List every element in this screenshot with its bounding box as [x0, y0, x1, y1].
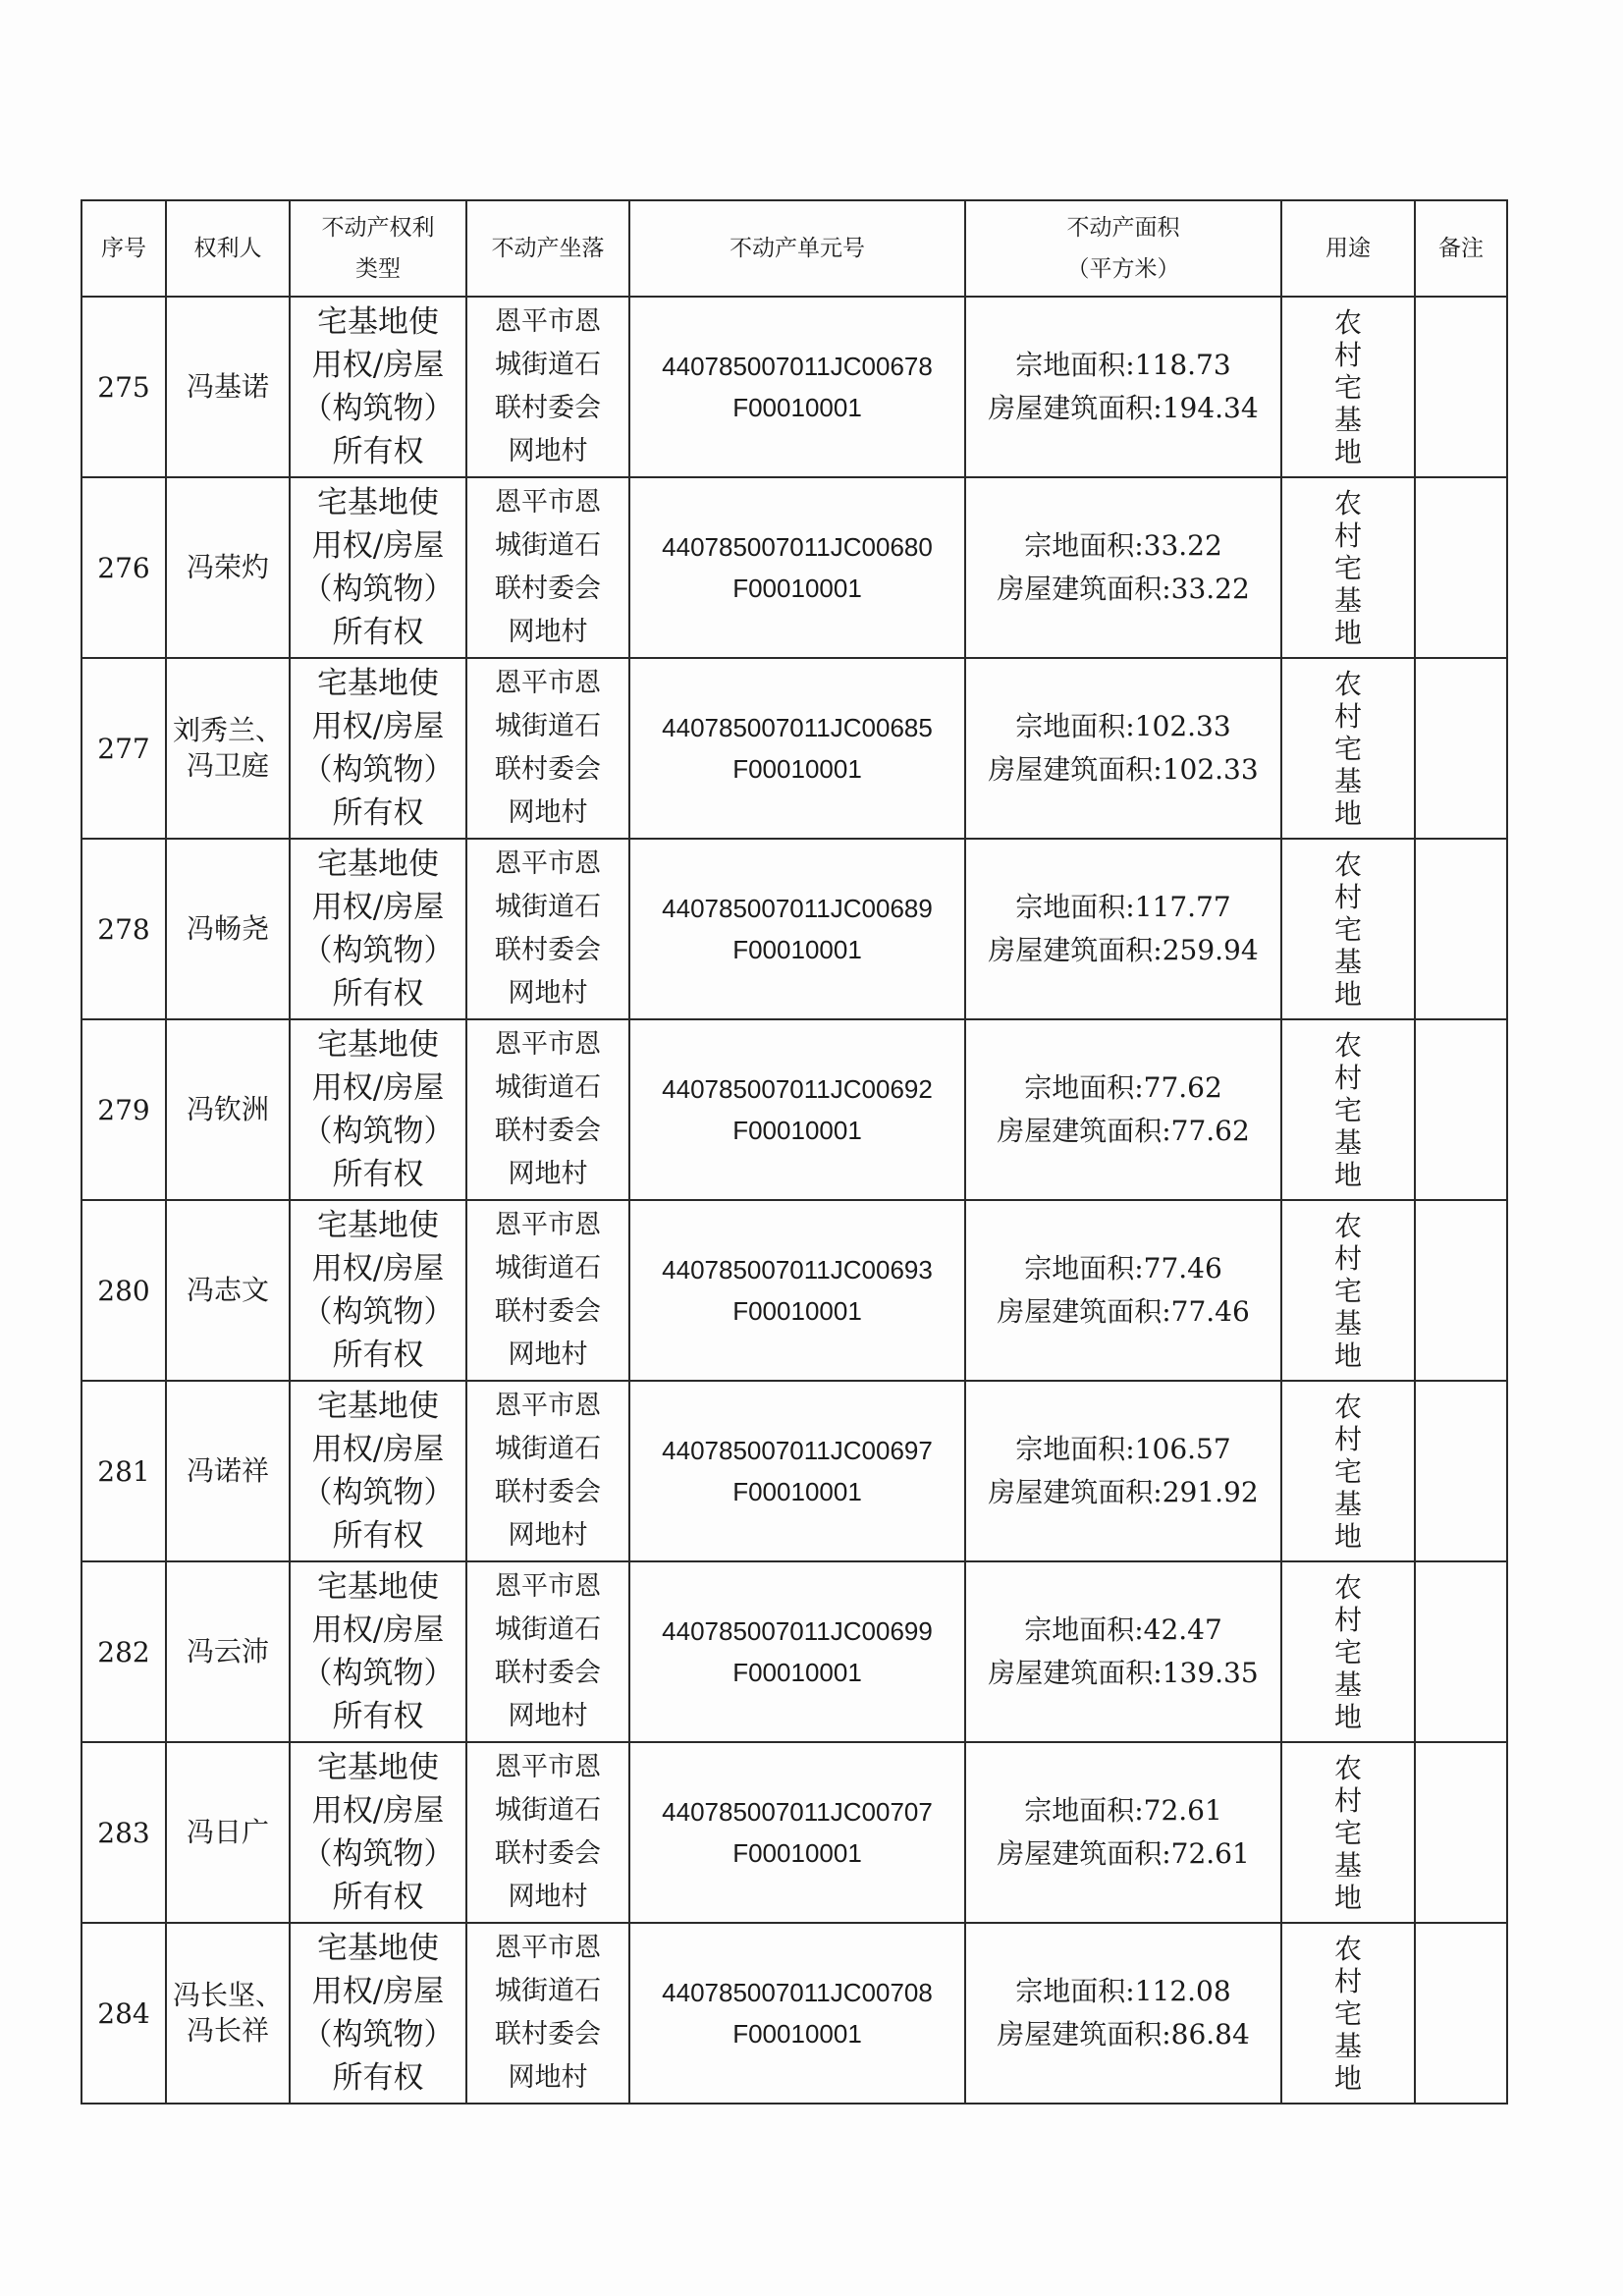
- location-line: 城街道石: [495, 1434, 601, 1464]
- location-line: 城街道石: [495, 1072, 601, 1103]
- cell-area: [965, 1923, 1281, 2104]
- right-type-line: 用权/房屋: [311, 348, 445, 383]
- right-type-line: 用权/房屋: [311, 1251, 445, 1286]
- location-line: 城街道石: [495, 1614, 601, 1645]
- right-type-line: （构筑物）: [301, 1475, 455, 1510]
- use-char: 基: [1333, 1487, 1362, 1520]
- unit-number-line: 440785007011JC00680: [662, 532, 933, 562]
- right-type-line: （构筑物）: [301, 2017, 455, 2052]
- use-char: 宅: [1333, 732, 1362, 765]
- cell-location: [466, 477, 629, 658]
- location-line: 恩平市恩: [495, 1029, 601, 1060]
- land-area: 宗地面积:102.33: [1015, 710, 1231, 742]
- use-char: 宅: [1333, 370, 1362, 404]
- cell-area: [965, 1200, 1281, 1381]
- land-area: 宗地面积:117.77: [1015, 891, 1231, 923]
- location-line: 网地村: [508, 1520, 588, 1551]
- use-char: 农: [1333, 486, 1362, 519]
- land-area: 宗地面积:77.62: [1024, 1071, 1222, 1104]
- cell-use: [1281, 1200, 1415, 1381]
- location-line: 城街道石: [495, 1976, 601, 2006]
- location-line: 城街道石: [495, 1253, 601, 1284]
- cell-location: [466, 658, 629, 839]
- location-line: 网地村: [508, 1159, 588, 1189]
- land-area: 宗地面积:118.73: [1015, 349, 1231, 381]
- cell-unit-number: [629, 1019, 965, 1200]
- right-type-line: 用权/房屋: [311, 1070, 445, 1106]
- use-char: 地: [1333, 977, 1362, 1011]
- right-type-line: 宅基地使: [317, 1208, 439, 1243]
- location-line: 恩平市恩: [495, 668, 601, 698]
- cell-holder: [166, 658, 290, 839]
- cell-use: [1281, 839, 1415, 1019]
- location-line: 联村委会: [495, 2019, 601, 2050]
- cell-unit-number: [629, 477, 965, 658]
- cell-right-type: [290, 1561, 466, 1742]
- table-row: [81, 658, 1507, 839]
- location-line: 网地村: [508, 797, 588, 828]
- unit-number-line: F00010001: [732, 1116, 862, 1145]
- cell-right-type: [290, 477, 466, 658]
- location-line: 网地村: [508, 978, 588, 1009]
- use-char: 地: [1333, 1158, 1362, 1191]
- table-row: [81, 1381, 1507, 1561]
- right-type-line: （构筑物）: [301, 1294, 455, 1330]
- land-area: 宗地面积:112.08: [1015, 1975, 1231, 2007]
- cell-location: [466, 1742, 629, 1923]
- holder-name-line: 冯诺祥: [186, 1454, 269, 1487]
- building-area: 房屋建筑面积:259.94: [988, 934, 1259, 966]
- use-char: 农: [1333, 847, 1362, 881]
- cell-right-type: [290, 1019, 466, 1200]
- cell-area: [965, 1561, 1281, 1742]
- use-char: 基: [1333, 764, 1362, 797]
- use-char: 农: [1333, 305, 1362, 339]
- location-line: 联村委会: [495, 574, 601, 604]
- cell-area: [965, 839, 1281, 1019]
- header-right-type-line2: 类型: [355, 256, 401, 282]
- unit-number-line: F00010001: [732, 2019, 862, 2049]
- land-area: 宗地面积:33.22: [1024, 529, 1222, 562]
- cell-right-type: [290, 297, 466, 477]
- cell-unit-number: [629, 658, 965, 839]
- right-type-line: 宅基地使: [317, 666, 439, 701]
- use-char: 农: [1333, 1932, 1362, 1965]
- right-type-line: 宅基地使: [317, 1750, 439, 1785]
- cell-seq: 277: [81, 658, 166, 839]
- unit-number-line: 440785007011JC00689: [662, 894, 933, 923]
- use-char: 村: [1333, 1783, 1362, 1817]
- location-line: 恩平市恩: [495, 848, 601, 879]
- right-type-line: 宅基地使: [317, 1569, 439, 1605]
- right-type-line: （构筑物）: [301, 752, 455, 788]
- cell-note: [1415, 1561, 1507, 1742]
- use-char: 基: [1333, 1125, 1362, 1159]
- cell-unit-number: [629, 839, 965, 1019]
- location-line: 恩平市恩: [495, 1752, 601, 1782]
- location-line: 网地村: [508, 2062, 588, 2093]
- land-area: 宗地面积:106.57: [1015, 1433, 1231, 1465]
- cell-use: [1281, 658, 1415, 839]
- location-line: 网地村: [508, 1701, 588, 1731]
- use-char: 宅: [1333, 912, 1362, 946]
- right-type-line: 所有权: [332, 1699, 424, 1734]
- unit-number-line: F00010001: [732, 1658, 862, 1687]
- cell-seq: 280: [81, 1200, 166, 1381]
- table-row: [81, 839, 1507, 1019]
- cell-use: [1281, 1019, 1415, 1200]
- cell-seq: 281: [81, 1381, 166, 1561]
- use-char: 村: [1333, 338, 1362, 371]
- cell-location: [466, 1200, 629, 1381]
- cell-area: [965, 297, 1281, 477]
- table-row: [81, 1019, 1507, 1200]
- use-char: 宅: [1333, 1635, 1362, 1668]
- location-line: 恩平市恩: [495, 1391, 601, 1421]
- unit-number-line: 440785007011JC00678: [662, 352, 933, 381]
- building-area: 房屋建筑面积:139.35: [988, 1657, 1259, 1689]
- building-area: 房屋建筑面积:72.61: [997, 1837, 1250, 1870]
- holder-name-line: 冯钦洲: [186, 1093, 269, 1125]
- cell-unit-number: [629, 1381, 965, 1561]
- cell-unit-number: [629, 1200, 965, 1381]
- cell-area: [965, 658, 1281, 839]
- use-char: 村: [1333, 1422, 1362, 1455]
- cell-location: [466, 839, 629, 1019]
- unit-number-line: 440785007011JC00707: [662, 1797, 933, 1827]
- header-note: 备注: [1415, 200, 1507, 297]
- right-type-line: 所有权: [332, 1157, 424, 1192]
- building-area: 房屋建筑面积:291.92: [988, 1476, 1259, 1508]
- header-right-type: [290, 200, 466, 297]
- table-row: [81, 297, 1507, 477]
- right-type-line: 用权/房屋: [311, 1613, 445, 1648]
- cell-use: [1281, 1381, 1415, 1561]
- right-type-line: 宅基地使: [317, 1931, 439, 1966]
- use-char: 基: [1333, 1667, 1362, 1701]
- cell-use: [1281, 297, 1415, 477]
- cell-holder: [166, 1381, 290, 1561]
- use-char: 基: [1333, 2029, 1362, 2062]
- building-area: 房屋建筑面积:77.46: [997, 1295, 1250, 1328]
- cell-holder: [166, 1923, 290, 2104]
- location-line: 联村委会: [495, 935, 601, 965]
- use-char: 村: [1333, 1241, 1362, 1275]
- cell-holder: [166, 297, 290, 477]
- building-area: 房屋建筑面积:86.84: [997, 2018, 1250, 2050]
- right-type-line: 宅基地使: [317, 485, 439, 520]
- unit-number-line: F00010001: [732, 754, 862, 784]
- right-type-line: 宅基地使: [317, 304, 439, 340]
- unit-number-line: F00010001: [732, 935, 862, 964]
- land-area: 宗地面积:77.46: [1024, 1252, 1222, 1285]
- use-char: 基: [1333, 583, 1362, 617]
- property-registry-table: [81, 199, 1508, 2105]
- location-line: 城街道石: [495, 350, 601, 380]
- holder-name-line: 冯日广: [186, 1816, 269, 1848]
- right-type-line: 所有权: [332, 976, 424, 1011]
- use-char: 农: [1333, 1028, 1362, 1062]
- right-type-line: 用权/房屋: [311, 528, 445, 564]
- cell-holder: [166, 1019, 290, 1200]
- right-type-line: 用权/房屋: [311, 1793, 445, 1829]
- header-holder: 权利人: [166, 200, 290, 297]
- cell-area: [965, 1381, 1281, 1561]
- cell-unit-number: [629, 1923, 965, 2104]
- use-char: 地: [1333, 796, 1362, 830]
- cell-seq: 284: [81, 1923, 166, 2104]
- use-char: 农: [1333, 667, 1362, 700]
- location-line: 联村委会: [495, 1477, 601, 1507]
- right-type-line: 用权/房屋: [311, 1974, 445, 2009]
- location-line: 联村委会: [495, 393, 601, 423]
- use-char: 地: [1333, 616, 1362, 649]
- cell-use: [1281, 1923, 1415, 2104]
- cell-right-type: [290, 1200, 466, 1381]
- cell-holder: [166, 1561, 290, 1742]
- cell-area: [965, 1019, 1281, 1200]
- use-char: 宅: [1333, 1274, 1362, 1307]
- table-body: [81, 297, 1507, 2104]
- cell-use: [1281, 477, 1415, 658]
- cell-seq: 276: [81, 477, 166, 658]
- cell-location: [466, 1019, 629, 1200]
- cell-area: [965, 477, 1281, 658]
- location-line: 城街道石: [495, 892, 601, 922]
- header-seq: 序号: [81, 200, 166, 297]
- right-type-line: （构筑物）: [301, 933, 455, 968]
- cell-unit-number: [629, 297, 965, 477]
- use-char: 村: [1333, 699, 1362, 733]
- right-type-line: （构筑物）: [301, 1114, 455, 1149]
- table-row: [81, 1561, 1507, 1742]
- cell-right-type: [290, 1381, 466, 1561]
- header-location: 不动产坐落: [466, 200, 629, 297]
- use-char: 村: [1333, 1603, 1362, 1636]
- header-unit-number: 不动产单元号: [629, 200, 965, 297]
- right-type-line: （构筑物）: [301, 1656, 455, 1691]
- right-type-line: 用权/房屋: [311, 890, 445, 925]
- right-type-line: 宅基地使: [317, 847, 439, 882]
- holder-name-line: 冯志文: [186, 1274, 269, 1306]
- cell-unit-number: [629, 1742, 965, 1923]
- location-line: 恩平市恩: [495, 1933, 601, 1963]
- cell-note: [1415, 1742, 1507, 1923]
- cell-holder: [166, 1200, 290, 1381]
- right-type-line: 所有权: [332, 1518, 424, 1554]
- use-char: 宅: [1333, 1996, 1362, 2030]
- use-char: 农: [1333, 1751, 1362, 1784]
- location-line: 联村委会: [495, 1658, 601, 1688]
- use-char: 宅: [1333, 1093, 1362, 1126]
- location-line: 恩平市恩: [495, 1210, 601, 1240]
- use-char: 村: [1333, 1964, 1362, 1997]
- use-char: 村: [1333, 519, 1362, 552]
- building-area: 房屋建筑面积:77.62: [997, 1115, 1250, 1147]
- unit-number-line: F00010001: [732, 393, 862, 422]
- cell-note: [1415, 839, 1507, 1019]
- cell-holder: [166, 839, 290, 1019]
- use-char: 基: [1333, 945, 1362, 978]
- header-area-line1: 不动产面积: [1066, 215, 1180, 241]
- holder-name-line: 冯长祥: [186, 2014, 269, 2047]
- unit-number-line: F00010001: [732, 574, 862, 603]
- cell-note: [1415, 297, 1507, 477]
- table-row: [81, 1200, 1507, 1381]
- cell-use: [1281, 1561, 1415, 1742]
- cell-note: [1415, 1019, 1507, 1200]
- right-type-line: 用权/房屋: [311, 709, 445, 744]
- cell-unit-number: [629, 1561, 965, 1742]
- use-char: 地: [1333, 1519, 1362, 1553]
- header-use: 用途: [1281, 200, 1415, 297]
- use-char: 地: [1333, 435, 1362, 468]
- cell-right-type: [290, 658, 466, 839]
- use-char: 宅: [1333, 1816, 1362, 1849]
- cell-note: [1415, 658, 1507, 839]
- header-area-line2: （平方米）: [1066, 256, 1180, 282]
- location-line: 网地村: [508, 617, 588, 647]
- location-line: 恩平市恩: [495, 487, 601, 518]
- cell-right-type: [290, 1742, 466, 1923]
- holder-name-line: 冯基诺: [186, 370, 269, 403]
- table-row: [81, 477, 1507, 658]
- location-line: 城街道石: [495, 530, 601, 561]
- right-type-line: （构筑物）: [301, 572, 455, 607]
- use-char: 基: [1333, 403, 1362, 436]
- right-type-line: （构筑物）: [301, 1836, 455, 1872]
- cell-note: [1415, 1381, 1507, 1561]
- location-line: 城街道石: [495, 1795, 601, 1826]
- land-area: 宗地面积:72.61: [1024, 1794, 1222, 1827]
- use-char: 地: [1333, 1700, 1362, 1733]
- holder-name-line: 冯云沛: [186, 1635, 269, 1667]
- holder-name-line: 刘秀兰、: [172, 714, 283, 746]
- location-line: 联村委会: [495, 1838, 601, 1869]
- cell-location: [466, 1561, 629, 1742]
- use-char: 基: [1333, 1306, 1362, 1339]
- cell-holder: [166, 1742, 290, 1923]
- holder-name-line: 冯荣灼: [186, 551, 269, 583]
- use-char: 地: [1333, 2061, 1362, 2095]
- building-area: 房屋建筑面积:33.22: [997, 573, 1250, 605]
- unit-number-line: 440785007011JC00693: [662, 1255, 933, 1285]
- location-line: 联村委会: [495, 1116, 601, 1146]
- cell-seq: 282: [81, 1561, 166, 1742]
- cell-seq: 278: [81, 839, 166, 1019]
- use-char: 村: [1333, 1061, 1362, 1094]
- unit-number-line: 440785007011JC00697: [662, 1436, 933, 1465]
- right-type-line: 所有权: [332, 434, 424, 469]
- right-type-line: （构筑物）: [301, 391, 455, 426]
- use-char: 基: [1333, 1848, 1362, 1882]
- unit-number-line: 440785007011JC00708: [662, 1978, 933, 2007]
- table-row: [81, 1742, 1507, 1923]
- use-char: 村: [1333, 880, 1362, 913]
- cell-location: [466, 297, 629, 477]
- location-line: 联村委会: [495, 1296, 601, 1327]
- location-line: 网地村: [508, 1882, 588, 1912]
- holder-name-line: 冯卫庭: [186, 749, 269, 782]
- cell-seq: 275: [81, 297, 166, 477]
- header-area: [965, 200, 1281, 297]
- cell-location: [466, 1923, 629, 2104]
- unit-number-line: 440785007011JC00685: [662, 713, 933, 742]
- cell-note: [1415, 1200, 1507, 1381]
- building-area: 房屋建筑面积:194.34: [988, 392, 1259, 424]
- location-line: 联村委会: [495, 754, 601, 785]
- cell-location: [466, 1381, 629, 1561]
- right-type-line: 所有权: [332, 1338, 424, 1373]
- cell-seq: 279: [81, 1019, 166, 1200]
- header-right-type-line1: 不动产权利: [321, 215, 435, 241]
- table-header: [81, 200, 1507, 297]
- cell-area: [965, 1742, 1281, 1923]
- use-char: 农: [1333, 1209, 1362, 1242]
- unit-number-line: F00010001: [732, 1477, 862, 1506]
- cell-right-type: [290, 839, 466, 1019]
- right-type-line: 宅基地使: [317, 1027, 439, 1063]
- use-char: 宅: [1333, 1454, 1362, 1488]
- location-line: 网地村: [508, 436, 588, 466]
- use-char: 农: [1333, 1390, 1362, 1423]
- location-line: 恩平市恩: [495, 1571, 601, 1602]
- cell-seq: 283: [81, 1742, 166, 1923]
- unit-number-line: F00010001: [732, 1296, 862, 1326]
- holder-name-line: 冯畅尧: [186, 912, 269, 945]
- location-line: 网地村: [508, 1339, 588, 1370]
- right-type-line: 宅基地使: [317, 1389, 439, 1424]
- unit-number-line: 440785007011JC00699: [662, 1616, 933, 1646]
- land-area: 宗地面积:42.47: [1024, 1613, 1222, 1646]
- right-type-line: 所有权: [332, 615, 424, 650]
- right-type-line: 所有权: [332, 795, 424, 831]
- cell-note: [1415, 1923, 1507, 2104]
- right-type-line: 所有权: [332, 1880, 424, 1915]
- use-char: 地: [1333, 1881, 1362, 1914]
- unit-number-line: F00010001: [732, 1838, 862, 1868]
- location-line: 恩平市恩: [495, 306, 601, 337]
- use-char: 农: [1333, 1570, 1362, 1604]
- use-char: 地: [1333, 1339, 1362, 1372]
- location-line: 城街道石: [495, 711, 601, 741]
- holder-name-line: 冯长坚、: [172, 1979, 283, 2011]
- right-type-line: 所有权: [332, 2060, 424, 2096]
- cell-note: [1415, 477, 1507, 658]
- right-type-line: 用权/房屋: [311, 1432, 445, 1467]
- unit-number-line: 440785007011JC00692: [662, 1074, 933, 1104]
- table-row: [81, 1923, 1507, 2104]
- use-char: 宅: [1333, 551, 1362, 584]
- cell-holder: [166, 477, 290, 658]
- building-area: 房屋建筑面积:102.33: [988, 753, 1259, 786]
- cell-use: [1281, 1742, 1415, 1923]
- cell-right-type: [290, 1923, 466, 2104]
